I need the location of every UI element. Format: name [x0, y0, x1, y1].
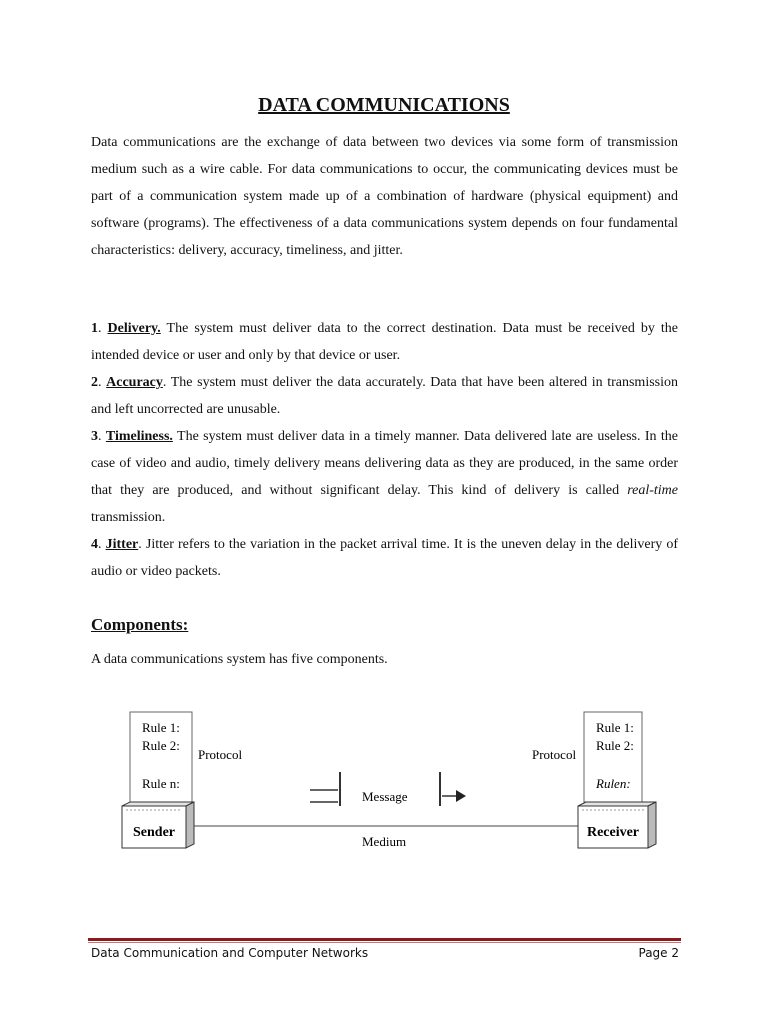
term-delivery: Delivery. — [107, 321, 161, 336]
page-number: Page 2 — [638, 946, 679, 960]
sender-device — [122, 802, 194, 848]
components-heading: Components: — [91, 615, 189, 634]
characteristic-accuracy: 2. Accuracy. The system must deliver the data accurately. Data that have been altered in transmission and left uncorrected are unusable. — [91, 375, 679, 417]
characteristic-text: . Jitter refers to the variation in the packet arrival time. It is the uneven delay in the delivery of audio or video packets. — [91, 537, 679, 579]
list-number: 1 — [91, 321, 98, 336]
medium-label: Medium — [362, 834, 407, 849]
sender-rule-1: Rule 1: — [142, 720, 180, 735]
components-text: A data communications system has five components. — [91, 652, 388, 667]
characteristic-text-end: transmission. — [91, 510, 166, 525]
characteristics-list — [91, 315, 678, 585]
italic-term: real-time — [627, 483, 678, 498]
footer-divider-light — [88, 942, 681, 943]
characteristic-timeliness: 3. Timeliness. The system must deliver data in a timely manner. Data delivered late are useless. In the case of video and audio, timely delivery means delivering data as they are produced, in the same order that they are produced, and without significant delay. This kind of delivery is called real-time transmission. — [91, 429, 678, 525]
receiver-rule-n: Rulen: — [596, 776, 631, 791]
list-number: 2 — [91, 375, 98, 390]
footer-title: Data Communication and Computer Networks — [91, 946, 369, 960]
term-timeliness: Timeliness. — [105, 429, 173, 444]
list-number: 4 — [91, 537, 98, 552]
sender-rule-n: Rule n: — [142, 776, 180, 791]
receiver-label: Receiver — [586, 825, 640, 840]
characteristic-text: . The system must deliver the data accurately. Data that have been altered in transmission and left uncorrected are unusable. — [91, 375, 679, 417]
sender-rule-2: Rule 2: — [142, 738, 180, 753]
receiver-rule-1: Rule 1: — [596, 720, 634, 735]
intro-paragraph: Data communications are the exchange of data between two devices via some form of transmission medium such as a wire cable. For data communications to occur, the communicating devices must be part of a communication system made up of a combination of hardware (physical equipment) and software (programs). The effectiveness of a data communications system depends on four fundamental characteristics: delivery, accuracy, timeliness, and jitter. — [91, 135, 678, 258]
protocol-label-left: Protocol — [198, 747, 243, 762]
protocol-label-right: Protocol — [532, 747, 577, 762]
receiver-rule-2: Rule 2: — [596, 738, 634, 753]
list-number: 3 — [91, 429, 98, 444]
term-jitter: Jitter — [105, 537, 139, 552]
term-accuracy: Accuracy — [106, 375, 163, 390]
receiver-device — [578, 802, 656, 848]
sender-label: Sender — [133, 825, 175, 840]
characteristic-delivery: 1. Delivery. The system must deliver data to the correct destination. Data must be received by the intended device or user and only by that device or user. — [91, 321, 678, 363]
message-label: Message — [362, 789, 408, 804]
characteristic-jitter: 4. Jitter. Jitter refers to the variation in the packet arrival time. It is the uneven delay in the delivery of audio or video packets. — [91, 537, 679, 579]
characteristic-text: The system must deliver data to the correct destination. Data must be received by the intended device or user and only by that device or user. — [91, 321, 678, 363]
page-title: DATA COMMUNICATIONS — [258, 94, 510, 116]
components-diagram — [0, 700, 768, 860]
characteristic-text: The system must deliver data in a timely manner. Data delivered late are useless. In the case of video and audio, timely delivery means delivering data as they are produced, in the same order that they are produced, and without significant delay. This kind of delivery is called — [91, 429, 678, 498]
footer-divider — [88, 938, 681, 941]
